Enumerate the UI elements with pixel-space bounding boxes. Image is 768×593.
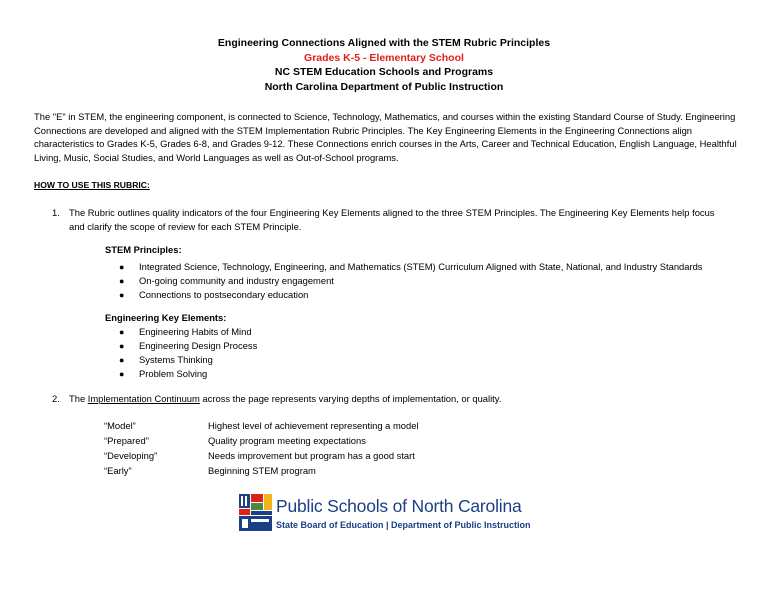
department-subtitle: North Carolina Department of Public Instruction	[264, 80, 504, 93]
list-item: ● Systems Thinking	[119, 354, 213, 365]
logo-title: Public Schools of North Carolina	[276, 496, 522, 516]
nc-dpi-logo	[236, 492, 536, 538]
bullet-icon: ●	[119, 341, 125, 351]
stem-principles-heading: STEM Principles:	[105, 244, 182, 255]
document-title: Engineering Connections Aligned with the STEM Rubric Principles	[217, 37, 551, 49]
continuum-desc: Beginning STEM program	[208, 465, 316, 476]
program-subtitle: NC STEM Education Schools and Programs	[274, 66, 494, 78]
list-item: ● Problem Solving	[119, 368, 208, 379]
continuum-desc: Highest level of achievement representing a model	[208, 420, 419, 431]
item-text: The Implementation Continuum across the page represents varying depths of implementation, or quality.	[69, 393, 502, 404]
list-item: ● Engineering Design Process	[119, 340, 258, 351]
logo-subtitle: State Board of Education | Department of Public Instruction	[276, 520, 531, 530]
bullet-icon: ●	[119, 369, 125, 379]
intro-paragraph: The "E" in STEM, the engineering component, is connected to Science, Technology, Mathematics, and courses within the existing Standard Course of Study. Engineering Connections are developed and aligned with the STEM Implementation Rubric Principles. The Key Engineering Elements in the Engineering Connections align characteristics to Grades K-5, Grades 6-8, and Grades 9-12. These Connections enrich courses in the Arts, Career and Technical Education, English Language, Healthful Living, Music, Social Studies, and World Languages as well as Out-of-School programs.	[34, 111, 737, 163]
bullet-icon: ●	[119, 290, 125, 300]
document-header	[0, 36, 768, 94]
list-item: ● Engineering Habits of Mind	[119, 326, 252, 337]
item-number: 1.	[52, 207, 60, 218]
key-elements-list	[119, 325, 257, 381]
bullet-icon: ●	[119, 327, 125, 337]
howto-heading: HOW TO USE THIS RUBRIC:	[34, 180, 150, 190]
continuum-desc: Needs improvement but program has a good start	[208, 450, 415, 461]
list-item: ● Integrated Science, Technology, Engineering, and Mathematics (STEM) Curriculum Aligned with State, National, and Industry Standards	[119, 261, 703, 272]
numbered-item-2	[52, 392, 719, 406]
continuum-row	[104, 448, 419, 463]
continuum-desc: Quality program meeting expectations	[208, 435, 366, 446]
item-text: The Rubric outlines quality indicators of the four Engineering Key Elements aligned to the three STEM Principles. The Engineering Key Elements help focus and clarify the scope of review for each STEM Principle.	[69, 207, 715, 232]
stem-principles-list	[119, 260, 703, 302]
continuum-table	[104, 418, 419, 478]
nc-dpi-logo-icon	[236, 492, 274, 534]
list-item: ● On-going community and industry engagement	[119, 275, 334, 286]
grade-level-subtitle: Grades K-5 - Elementary School	[304, 51, 464, 64]
continuum-term: “Early”	[104, 465, 132, 476]
bullet-icon: ●	[119, 276, 125, 286]
continuum-row	[104, 433, 419, 448]
implementation-continuum-term: Implementation Continuum	[87, 393, 200, 404]
continuum-term: “Prepared”	[104, 435, 149, 446]
continuum-term: “Model”	[104, 420, 136, 431]
numbered-item-1	[52, 206, 719, 234]
list-item: ● Connections to postsecondary education	[119, 289, 309, 300]
continuum-term: “Developing”	[104, 450, 158, 461]
key-elements-heading: Engineering Key Elements:	[105, 312, 227, 323]
continuum-row	[104, 418, 419, 433]
bullet-icon: ●	[119, 262, 125, 272]
continuum-row	[104, 463, 419, 478]
item-number: 2.	[52, 393, 60, 404]
bullet-icon: ●	[119, 355, 125, 365]
